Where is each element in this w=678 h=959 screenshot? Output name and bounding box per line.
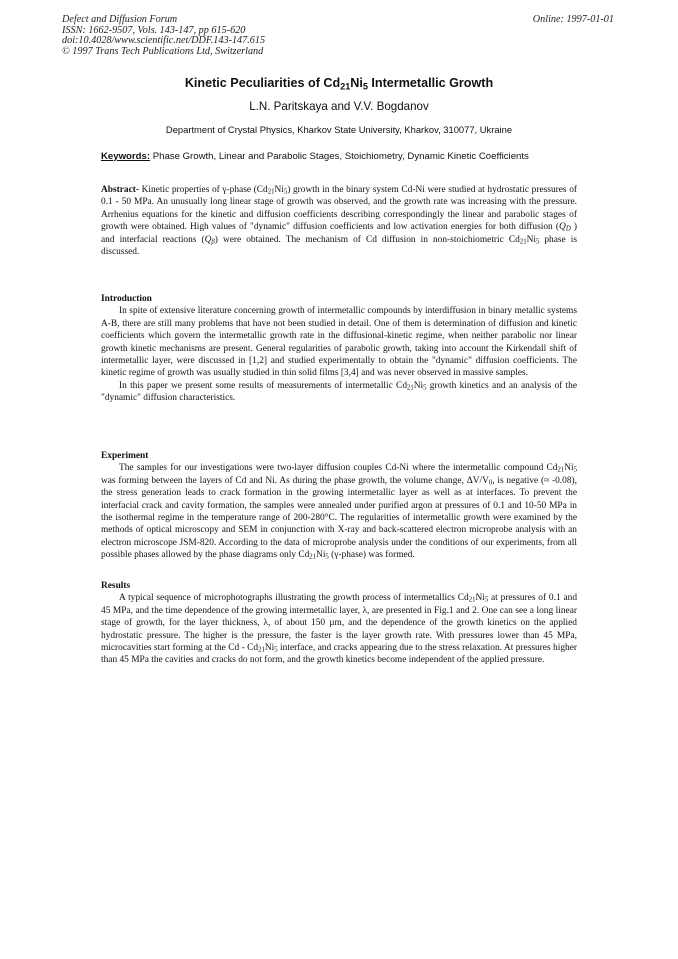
abstract-label: Abstract- — [101, 185, 140, 195]
keywords-label: Keywords: — [101, 151, 151, 162]
issn: ISSN: 1662-9507, Vols. 143-147, pp 615-620 — [62, 24, 246, 36]
authors: L.N. Paritskaya and V.V. Bogdanov — [249, 100, 429, 113]
results-heading: Results — [101, 581, 131, 591]
online-date: Online: 1997-01-01 — [532, 14, 614, 25]
affiliation: Department of Crystal Physics, Kharkov State University, Kharkov, 310077, Ukraine — [165, 124, 513, 135]
results-section — [101, 580, 577, 667]
introduction-heading: Introduction — [101, 294, 152, 304]
experiment-paragraph: The samples for our investigations were two-layer diffusion couples Cd-Ni where the intermetallic compound $Cd_{21}Ni_5$ was forming between the layers of Cd and Ni. As during the phase growth, the volume change, $\Delta V/V_0$, is negative (≈ -0.08), the stress generation leads to crack formation in the growing intermetallic layer as well as at interfaces. To prevent the interfacial crack and cavity formation, the samples were annealed under purified argon at pressures of 0.1 and 10-50 MPa in the isothermal regime in the temperature range of 200-280°C. The regularities of intermetallic growth were examined by the methods of optical microscopy and SEM in conjunction with X-ray and back-scattered electron microprobe analysis with an electron microscope JSM-820. According to the data of microprobe analysis under the conditions of our experiments, from all possible phases allowed by the phase diagrams only $Cd_{21}Ni_5$ (γ-phase) was formed. — [101, 463, 577, 561]
introduction-paragraph-1: In spite of extensive literature concerning growth of intermetallic compounds by interdiffusion in binary metallic systems A-B, there are still many problems that have not been studied in detail. One of them is determination of diffusion and kinetic coefficients which govern the intermetallic growth rate in the diffusional-kinetic regime, when neither parabolic nor linear growth kinetic mechanisms are present. General regularities of parabolic growth, taking into account the Kirkendall shift of intermetallic layer, were discussed in [1,2] and studied experimentally to obtain the "dynamic" diffusion coefficients. The kinetic regime of growth was usually studied in thin solid films [3,4] and was never observed in massive samples. — [101, 306, 577, 379]
publication-info — [62, 15, 265, 57]
experiment-section — [101, 450, 577, 562]
experiment-heading: Experiment — [101, 451, 149, 461]
introduction-paragraph-2: In this paper we present some results of measurements of intermetallic $Cd_{21}Ni_5$ growth kinetics and an analysis of the "dynamic" diffusion characteristics. — [101, 380, 577, 404]
keywords-text: Phase Growth, Linear and Parabolic Stages, Stoichiometry, Dynamic Kinetic Coefficients — [150, 151, 529, 162]
copyright: © 1997 Trans Tech Publications Ltd, Switzerland — [62, 45, 264, 57]
doi: doi:10.4028/www.scientific.net/DDF.143-147.615 — [62, 35, 266, 47]
results-paragraph: A typical sequence of microphotographs illustrating the growth process of intermetallics $Cd_{21}Ni_5$ at pressures of 0.1 and 45 MPa, and the time dependence of the growing intermetallic layer, λ, are presented in Fig.1 and 2. One can see a long linear stage of growth, for the layer thickness, λ, of about 150 µm, and the dependence of the growth kinetics on the applied hydrostatic pressure. The higher is the pressure, the faster is the layer growth rate. With pressures lower than 45 MPa, microcavities start forming at the Cd - $Cd_{21}Ni_5$ interface, and cracks appearing due to the stress relaxation. At pressures higher than 45 MPa the cavities and cracks do not form, and the growth kinetics become independent of the applied pressure. — [101, 593, 578, 666]
introduction-section — [101, 293, 577, 405]
paper-title: Kinetic Peculiarities of $Cd_{21}Ni_5$ Intermetallic Growth — [184, 76, 494, 92]
abstract: Abstract- Kinetic properties of γ-phase $(Cd_{21}Ni_5)$ growth in the binary system Cd-Ni were studied at hydrostatic pressures of 0.1 - 50 MPa. An unusually long linear stage of growth was observed, and the growth rate was increasing with the pressure. Arrhenius equations for the kinetic and diffusion coefficients describing correspondingly the linear and parabolic stages of growth were obtained. High values of "dynamic" diffusion coefficients and low activation energies for both diffusion ($Q_D$ ) and interfacial reactions $(Q_\beta)$ were obtained. The mechanism of Cd diffusion in non-stoichiometric $Cd_{21}Ni_5$ phase is discussed. — [101, 185, 578, 258]
journal-name: Defect and Diffusion Forum — [62, 14, 178, 25]
keywords — [101, 151, 577, 162]
